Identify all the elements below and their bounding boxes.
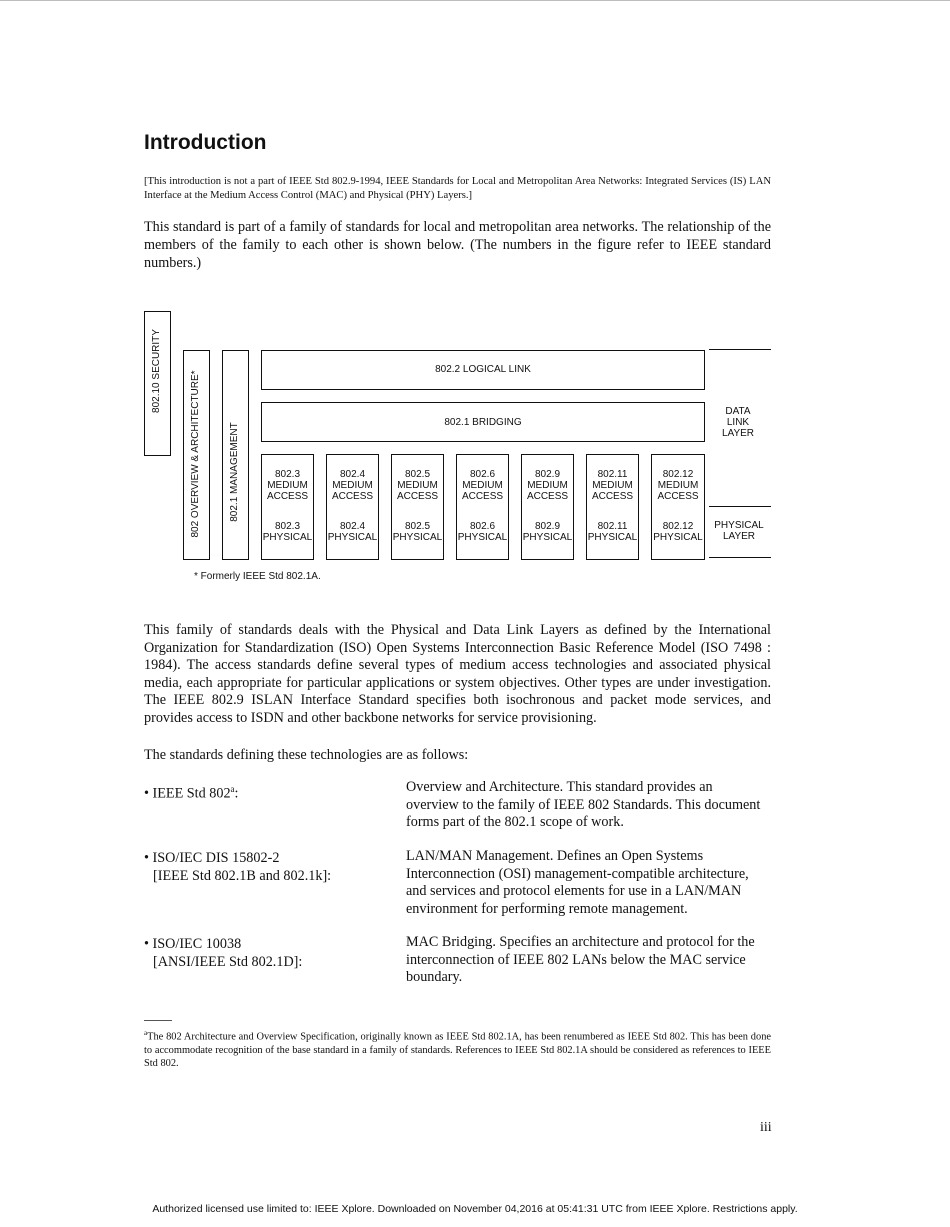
bridging-label: 802.1 BRIDGING <box>444 417 522 428</box>
mac-line: ACCESS <box>266 491 309 502</box>
footnote-rule <box>144 1020 172 1021</box>
mac-line: MEDIUM <box>267 480 308 491</box>
security-box <box>144 311 171 456</box>
mac-line: 802.9 <box>534 469 561 480</box>
standard-ref: [ANSI/IEEE Std 802.1D]: <box>153 953 303 970</box>
mac-line: 802.6 <box>469 469 496 480</box>
data-link-layer-label <box>712 406 764 439</box>
mac-line: MEDIUM <box>527 480 568 491</box>
layer-label-line: LAYER <box>721 428 755 439</box>
mac-line: 802.11 <box>597 469 628 480</box>
standard-description: LAN/MAN Management. Defines an Open Systems Interconnection (OSI) management-compatible architecture, and services and protocol elements for use in a LAN/MAN environment for performing remote management. <box>406 848 749 917</box>
authorization-notice: Authorized licensed use limited to: IEEE Xplore. Downloaded on November 04,2016 at 05:41:31 UTC from IEEE Xplore. Restrictions apply. <box>152 1203 798 1215</box>
standard-label <box>144 781 394 803</box>
phy-line: 802.12 <box>662 521 694 532</box>
column-802-6 <box>456 454 509 560</box>
page-number: iii <box>760 1120 772 1135</box>
column-802-5 <box>391 454 444 560</box>
phy-line: PHYSICAL <box>522 532 573 543</box>
mac-line: ACCESS <box>331 491 374 502</box>
phy-line: 802.9 <box>534 521 561 532</box>
phy-line: PHYSICAL <box>457 532 508 543</box>
layer-label-line: PHYSICAL <box>714 520 764 531</box>
footnote-marker: a <box>230 784 235 794</box>
intro-paragraph: This standard is part of a family of standards for local and metropolitan area networks. The relationship of the members of the family to each other is shown below. (The numbers in the figure refer to IEEE standard numbers.) <box>144 219 771 271</box>
layer-divider-top <box>709 349 771 350</box>
mac-line: ACCESS <box>396 491 439 502</box>
page-footnote <box>144 1027 771 1071</box>
intro-note: [This introduction is not a part of IEEE Std 802.9-1994, IEEE Standards for Local and Metropolitan Area Networks: Integrated Services (IS) LAN Interface at the Medium Access Control (MAC) and Physical (PHY) Layers.] <box>144 176 771 201</box>
standard-description: Overview and Architecture. This standard provides an overview to the family of IEEE 802 Standards. This document forms part of the 802.1 scope of work. <box>406 779 761 830</box>
column-802-3 <box>261 454 314 560</box>
phy-line: PHYSICAL <box>587 532 638 543</box>
standard-name: • ISO/IEC 10038 <box>144 936 242 952</box>
column-802-4 <box>326 454 379 560</box>
column-802-11 <box>586 454 639 560</box>
management-box <box>222 350 249 560</box>
mac-line: ACCESS <box>591 491 634 502</box>
mac-line: ACCESS <box>461 491 504 502</box>
mac-line: 802.5 <box>404 469 431 480</box>
phy-line: 802.5 <box>404 521 431 532</box>
bridging-box <box>261 402 705 442</box>
mac-line: MEDIUM <box>462 480 503 491</box>
layer-label-line: LAYER <box>722 531 756 542</box>
phy-line: 802.3 <box>274 521 301 532</box>
layer-divider-mid <box>709 506 771 507</box>
mac-line: ACCESS <box>526 491 569 502</box>
layer-label-line: LINK <box>726 417 750 428</box>
ieee-802-family-diagram <box>0 0 950 600</box>
standard-label <box>144 936 394 971</box>
mac-line: MEDIUM <box>657 480 699 491</box>
management-label: 802.1 MANAGEMENT <box>229 422 240 522</box>
logical-link-label: 802.2 LOGICAL LINK <box>435 364 531 375</box>
mac-line: MEDIUM <box>592 480 633 491</box>
mac-line: MEDIUM <box>397 480 438 491</box>
security-label: 802.10 SECURITY <box>151 329 162 413</box>
phy-line: 802.11 <box>597 521 628 532</box>
overview-label: 802 OVERVIEW & ARCHITECTURE* <box>190 370 201 538</box>
mac-line: ACCESS <box>657 491 699 502</box>
phy-line: 802.4 <box>339 521 366 532</box>
body-paragraph: This family of standards deals with the Physical and Data Link Layers as defined by the International Organization for Standardization (ISO) Open Systems Interconnection Basic Reference Model (ISO 7498 : 1984). The access standards define several types of medium access technologies and associated physical media, each appropriate for particular applications or system objectives. Other types are under investigation. The IEEE 802.9 ISLAN Interface Standard specifies both isochronous and packet mode services, and provides access to ISDN and other backbone networks for service provisioning. <box>144 622 771 726</box>
standard-ref: [IEEE Std 802.1B and 802.1k]: <box>153 867 332 884</box>
footnote-marker: a <box>144 1029 148 1037</box>
standard-label <box>144 850 394 885</box>
mac-line: MEDIUM <box>332 480 373 491</box>
phy-line: PHYSICAL <box>653 532 703 543</box>
mac-line: 802.12 <box>662 469 694 480</box>
layer-divider-bottom <box>709 557 771 558</box>
diagram-footnote: * Formerly IEEE Std 802.1A. <box>194 571 321 582</box>
page-title: Introduction <box>144 131 267 154</box>
column-802-12 <box>651 454 705 560</box>
phy-line: PHYSICAL <box>327 532 378 543</box>
column-802-9 <box>521 454 574 560</box>
layer-label-line: DATA <box>725 406 751 417</box>
standard-description: MAC Bridging. Specifies an architecture and protocol for the interconnection of IEEE 802 LANs below the MAC service boundary. <box>406 934 755 985</box>
mac-line: 802.4 <box>339 469 366 480</box>
overview-architecture-box <box>183 350 210 560</box>
phy-line: PHYSICAL <box>262 532 313 543</box>
physical-layer-label <box>708 520 770 542</box>
mac-line: 802.3 <box>274 469 301 480</box>
logical-link-box <box>261 350 705 390</box>
standards-intro: The standards defining these technologies are as follows: <box>144 747 469 763</box>
phy-line: PHYSICAL <box>392 532 443 543</box>
standard-colon: : <box>234 785 239 802</box>
standard-name: • ISO/IEC DIS 15802-2 <box>144 850 280 866</box>
standard-name: • IEEE Std 802 <box>144 785 231 802</box>
footnote-text: The 802 Architecture and Overview Specification, originally known as IEEE Std 802.1A, has been renumbered as IEEE Std 802. This has been done to accommodate recognition of the base standard in a family of standards. References to IEEE Std 802.1A should be considered as references to IEEE Std 802. <box>144 1031 771 1070</box>
phy-line: 802.6 <box>469 521 496 532</box>
